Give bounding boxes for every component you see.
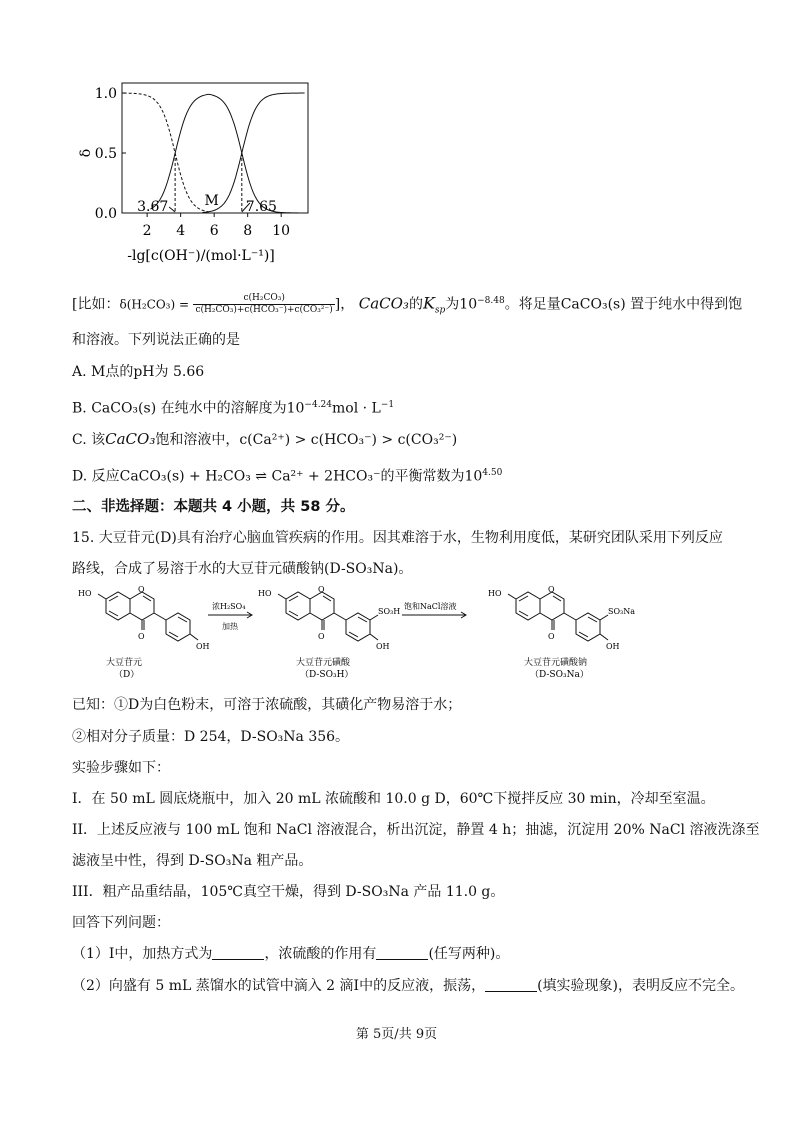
question-2 — [72, 976, 744, 996]
y-axis-label: δ — [78, 148, 94, 158]
steps-title: 实验步骤如下： — [72, 760, 170, 776]
caption-name-2: 大豆苷元磺酸 — [296, 658, 351, 668]
step-2b: 滤液呈中性，得到 D-SO₃Na 粗产品。 — [72, 853, 313, 869]
option-c-caco3: CaCO₃ — [105, 430, 156, 448]
section-heading: 二、非选择题：本题共 4 小题，共 58 分。 — [72, 499, 355, 515]
x-tick-label-1: 4 — [176, 223, 186, 239]
q14-note-line1 — [72, 291, 742, 320]
x-tick-label-3: 8 — [243, 223, 253, 239]
ho-label-3: HO — [488, 589, 502, 598]
x-tick-label-0: 2 — [142, 223, 152, 239]
option-b-text: B. CaCO₃(s) 在纯水中的溶解度为10 — [72, 400, 305, 417]
reaction-scheme — [72, 585, 732, 685]
question-1 — [72, 944, 509, 964]
ring-o-label-3: O — [548, 585, 555, 594]
option-d — [72, 463, 502, 487]
y-tick-label-2: 1.0 — [94, 86, 117, 102]
point-m-label: M — [204, 193, 219, 209]
x-tick-label-4: 10 — [272, 223, 291, 239]
note-prefix: [比如： — [72, 296, 120, 313]
so3h-label: SO₃H — [378, 607, 401, 616]
x-tick-label-2: 6 — [209, 223, 219, 239]
fraction-denominator: c(H₂CO₃)+c(HCO₃⁻)+c(CO₃²⁻) — [195, 305, 333, 316]
ring-o-label-2: O — [318, 585, 325, 594]
step-2a: II．上述反应液与 100 mL 饱和 NaCl 溶液混合，析出沉淀，静置 4 h；抽滤，沉淀用 20% NaCl 溶液洗涤至 — [72, 822, 760, 838]
oh-label-2: OH — [376, 642, 390, 651]
ho-label: HO — [78, 589, 92, 598]
q15-intro-2: 路线，合成了易溶于水的大豆苷元磺酸钠(D-SO₃Na)。 — [72, 561, 413, 577]
so3na-label: SO₃Na — [608, 607, 636, 616]
molecule-d-so3h — [258, 585, 400, 651]
step-1: I．在 50 mL 圆底烧瓶中，加入 20 mL 浓硫酸和 10.0 g D，60℃下搅拌反应 30 min，冷却至室温。 — [72, 791, 715, 807]
q1-blank-2[interactable] — [376, 945, 428, 960]
option-b — [72, 395, 394, 419]
answer-title: 回答下列问题： — [72, 915, 170, 931]
ksp-symbol: K — [422, 293, 435, 313]
arrow-2 — [402, 601, 466, 618]
page-footer: 第 5页/共 9页 — [355, 1027, 438, 1042]
option-c-relation: c(Ca²⁺) > c(HCO₃⁻) > c(CO₃²⁻) — [239, 432, 458, 448]
caption-name-3: 大豆苷元磺酸钠 — [524, 658, 588, 668]
marker-leader-1 — [169, 207, 175, 212]
q2-text-post: (填实验现象)，表明反应不完全。 — [537, 978, 745, 994]
option-c-mid: 饱和溶液中， — [155, 432, 240, 448]
q1-text-mid: ，浓硫酸的作用有 — [264, 946, 377, 962]
x-axis-label: -lg[c(OH⁻)/(mol·L⁻¹)] — [127, 248, 275, 264]
step-3: III．粗产品重结晶，105℃真空干燥，得到 D-SO₃Na 产品 11.0 g。 — [72, 884, 505, 900]
chart-plot-area — [78, 83, 308, 264]
note-mid: ]， — [334, 296, 355, 313]
delta-label: δ(H₂CO₃) = — [119, 297, 190, 312]
q1-text-post: (任写两种)。 — [428, 946, 510, 962]
option-d-text: D. 反应CaCO₃(s) + H₂CO₃ ⇌ Ca²⁺ + 2HCO₃⁻的平衡常数为10 — [72, 468, 483, 485]
ho-label-2: HO — [258, 589, 272, 598]
keto-o-label-3: O — [548, 632, 555, 641]
molecule-d — [78, 585, 210, 651]
fraction-numerator: c(H₂CO₃) — [193, 293, 334, 305]
ring-o-label: O — [138, 585, 145, 594]
caption-code-3: （D-SO₃Na） — [530, 670, 589, 680]
delta-fraction — [193, 293, 334, 316]
ksp-value: 为10 — [445, 296, 478, 313]
option-b-unit-exponent: −1 — [380, 400, 395, 410]
keto-o-label: O — [138, 632, 145, 641]
marker-label-1: 3.67 — [137, 199, 169, 215]
arrow1-condition: 加热 — [222, 622, 238, 631]
oh-label: OH — [196, 642, 210, 651]
oh-label-3: OH — [606, 642, 620, 651]
q1-text-pre: （1）I中，加热方式为 — [72, 946, 213, 962]
q2-blank[interactable] — [485, 977, 537, 992]
option-d-exponent: 4.50 — [482, 468, 503, 478]
arrow-1 — [208, 601, 252, 631]
ksp-exponent: −8.48 — [477, 296, 505, 306]
caption-code-2: （D-SO₃H） — [300, 670, 354, 680]
q1-blank-1[interactable] — [212, 945, 264, 960]
y-tick-label-1: 0.5 — [94, 146, 117, 162]
option-b-exponent: −4.24 — [304, 400, 333, 410]
ksp-subscript: sp — [434, 305, 446, 316]
q14-note-line2: 和溶液。下列说法正确的是 — [72, 332, 240, 348]
option-b-unit: mol · L — [332, 400, 381, 417]
keto-o-label-2: O — [318, 632, 325, 641]
q15-intro-1: 15. 大豆苷元(D)具有治疗心脑血管疾病的作用。因其难溶于水，生物利用度低，某研究团队采用下列反应 — [72, 530, 723, 546]
arrow1-reagent: 浓H₂SO₄ — [212, 602, 246, 611]
note-end: 。将足量CaCO₃(s) 置于纯水中得到饱 — [504, 296, 743, 313]
molecule-d-so3na — [488, 585, 635, 651]
marker-label-2: 7.65 — [245, 199, 277, 215]
ksp-word: 的 — [408, 296, 423, 313]
option-c-text: C. 该 — [72, 432, 106, 448]
caption-code-1: （D） — [114, 670, 140, 680]
series-middle-curve — [151, 94, 304, 213]
distribution-chart — [72, 75, 312, 280]
series-dashed-curve — [124, 93, 209, 212]
caption-name-1: 大豆苷元 — [106, 658, 143, 668]
known-2: ②相对分子质量：D 254，D-SO₃Na 356。 — [72, 729, 350, 745]
y-tick-label-0: 0.0 — [94, 206, 117, 222]
known-1: 已知：①D为白色粉末，可溶于浓硫酸，其磺化产物易溶于水； — [72, 697, 462, 713]
caco3-italic: CaCO₃ — [358, 294, 409, 313]
arrow2-reagent: 饱和NaCl溶液 — [404, 602, 457, 611]
option-a: A. M点的pH为 5.66 — [72, 364, 205, 380]
option-c — [72, 429, 457, 450]
q2-text-pre: （2）向盛有 5 mL 蒸馏水的试管中滴入 2 滴I中的反应液，振荡， — [72, 978, 486, 994]
